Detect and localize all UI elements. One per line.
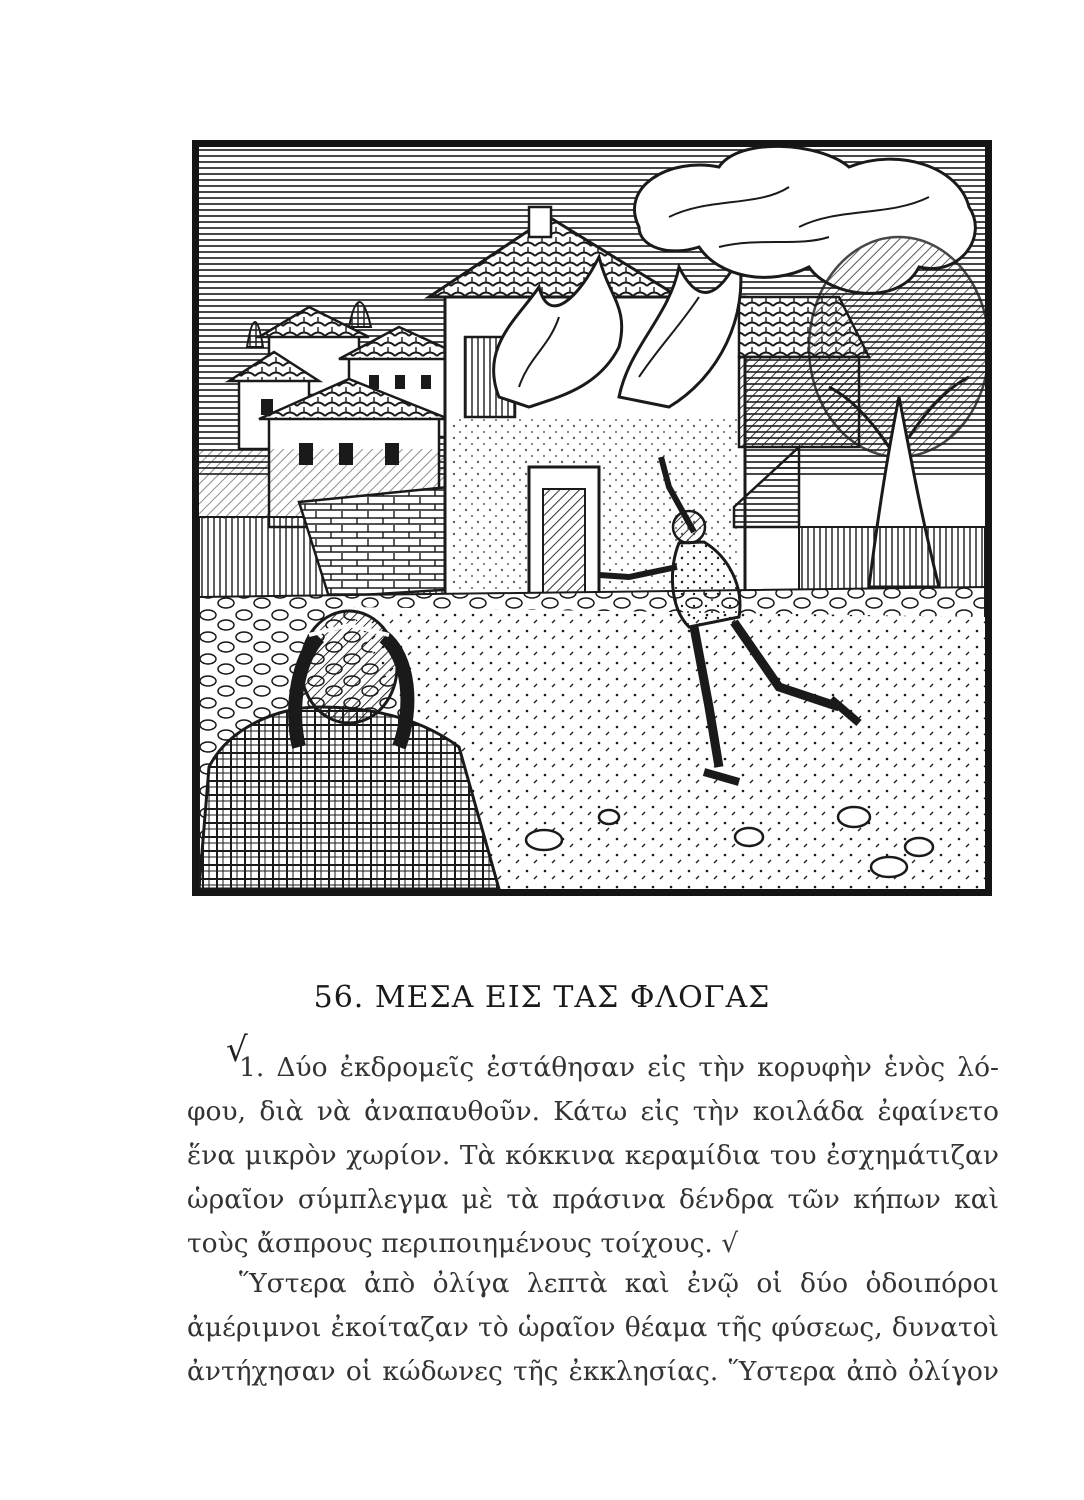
handwritten-check-mark: √ xyxy=(226,1030,248,1070)
text-line: 1. Δύο ἐκδρομεῖς ἐστάθησαν εἰς τὴν κορυφὴν ἑνὸς λό- xyxy=(239,1052,999,1083)
text-line: φου, διὰ νὰ ἀναπαυθοῦν. Κάτω εἰς τὴν κοιλάδα ἐφαίνετο xyxy=(187,1096,999,1127)
text-line: ἕνα μικρὸν χωρίον. Τὰ κόκκινα κεραμίδια του ἐσχημάτιζαν xyxy=(187,1140,999,1171)
text-line: τοὺς ἄσπρους περιποιημένους τοίχους. √ xyxy=(187,1228,739,1259)
paragraph-2 xyxy=(187,1262,999,1394)
illustration-woodcut xyxy=(192,140,992,896)
text-line: Ὕστερα ἀπὸ ὀλίγα λεπτὰ καὶ ἐνῷ οἱ δύο ὁδοιπόροι xyxy=(239,1268,999,1299)
text-line: ἀντήχησαν οἱ κώδωνες τῆς ἐκκλησίας. Ὕστερα ἀπὸ ὀλίγον xyxy=(187,1356,999,1387)
text-line: ἀμέριμνοι ἐκοίταζαν τὸ ὡραῖον θέαμα τῆς φύσεως, δυνατοὶ xyxy=(187,1312,999,1343)
paragraph-1 xyxy=(187,1046,999,1266)
chapter-title: 56. ΜΕΣΑ ΕΙΣ ΤΑΣ ΦΛΟΓΑΣ xyxy=(313,980,771,1015)
text-line: ὡραῖον σύμπλεγμα μὲ τὰ πράσινα δένδρα τῶν κήπων καὶ xyxy=(187,1184,999,1215)
